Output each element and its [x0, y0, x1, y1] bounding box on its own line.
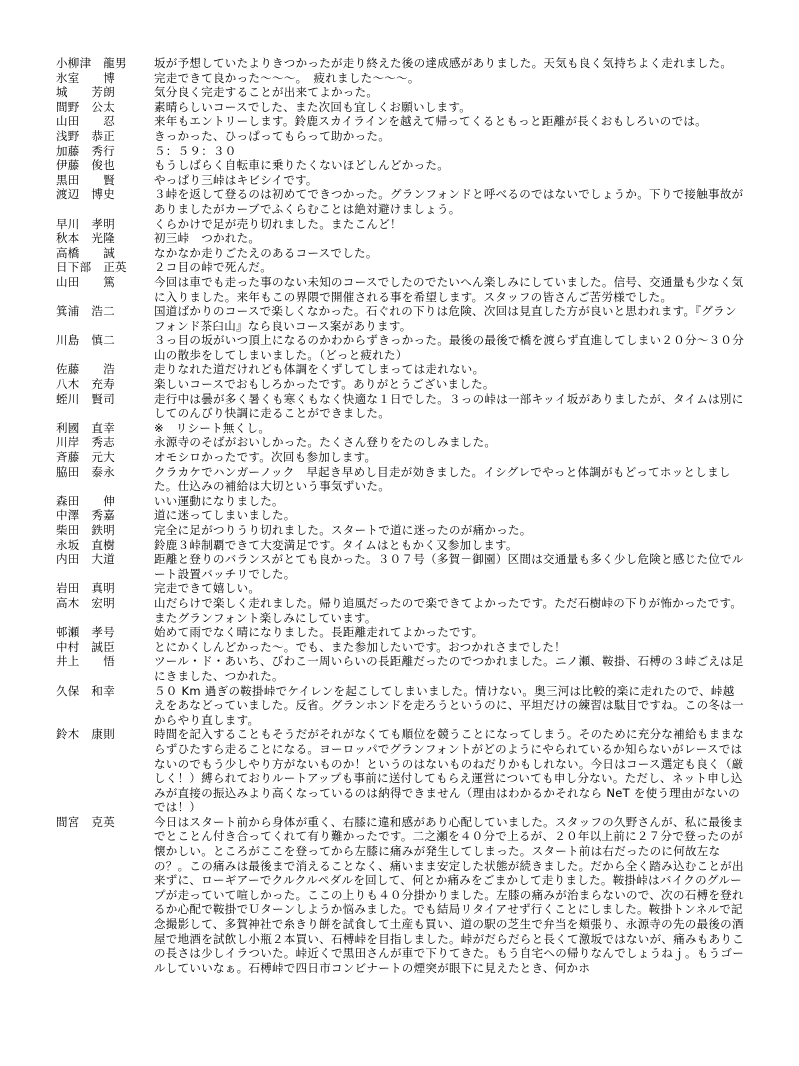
participant-comment: 気分良く完走することが出来てよかった。: [154, 85, 379, 100]
participant-name: 間宮 克英: [56, 814, 115, 829]
participant-comment: とにかくしんどかった～。でも、また参加したいです。おつかれさまでした！: [154, 639, 566, 654]
participant-comment: 今回は車でも走った事のない未知のコースでしたのでたいへん楽しみにしていました。信号、交通量も少なく気に入りました。来年もこの界隈で開催される事を希望します。スタッフの皆さんご苦労様でした。: [154, 274, 744, 304]
comment-entry: [56, 333, 746, 362]
comment-entry: [56, 625, 746, 640]
participant-name: 邨瀬 孝号: [56, 625, 115, 640]
comment-entry: [56, 494, 746, 509]
comment-entry: [56, 435, 746, 450]
comment-entry: [56, 508, 746, 523]
participant-comment: もうしばらく自転車に乗りたくないほどしんどかった。: [154, 158, 449, 173]
participant-name: 伊藤 俊也: [56, 158, 115, 173]
participant-name: 浅野 恭正: [56, 128, 115, 143]
participant-name: 氷室 博: [56, 70, 115, 85]
participant-comment: なかなか走りごたえのあるコースでした。: [154, 245, 378, 260]
comment-entry: [56, 71, 746, 86]
participant-name: 間野 公太: [56, 99, 115, 114]
participant-name: 森田 伸: [56, 493, 115, 508]
participant-comment: オモシロかったです。次回も参加します。: [154, 450, 377, 465]
comment-entry: [56, 246, 746, 261]
comment-entry: [56, 684, 746, 728]
participant-name: 秋本 光隆: [56, 231, 115, 246]
comment-entry: [56, 231, 746, 246]
participant-name: 井上 悟: [56, 654, 115, 669]
participant-comment: クラカケでハンガーノック 早起き早めし目走が効きました。イシグレでやっと体調がもどってホッとしました。仕込みの補給は大切という事気ずいた。: [154, 464, 731, 494]
participant-name: 川島 慎二: [56, 333, 115, 348]
comment-entry: [56, 56, 746, 71]
participant-comment: いい運動になりました。: [154, 493, 284, 508]
participant-comment: やっぱり三峠はキビシイです。: [154, 172, 318, 187]
participant-comment: 距離と登りのバランスがとても良かった。３０７号（多賀－御園）区間は交通量も多く少し危険と感じた位でルート設置バッチリでした。: [154, 552, 744, 581]
participant-comment: 走りなれた道だけれども体調をくずしてしまっては走れない。: [154, 362, 485, 377]
comment-entry: [56, 275, 746, 304]
participant-name: 高橋 誠: [56, 245, 115, 260]
participant-name: 中村 誠臣: [56, 639, 115, 654]
participant-comment: 来年もエントリーします。鈴鹿スカイラインを越えて帰ってくるともっと距離が長くおもしろいのでは。: [154, 114, 707, 129]
participant-comment: 走行中は曇が多く暑くも寒くもなく快適な１日でした。３っの峠は一部キッイ坂がありましたが、タイムは別にしてのんびり快調に走ることができました。: [154, 391, 744, 421]
comment-entry: [56, 304, 746, 333]
participant-comment: ３っ目の坂がいつ頂上になるのかわからずきっかった。最後の最後で橋を渡らず直進してしまい２０分～３０分山の散歩をしてしまいました。（どっと疲れた）: [154, 333, 744, 362]
comment-entry: [56, 217, 746, 232]
participant-name: 日下部 正英: [56, 260, 127, 275]
participant-name: 高木 宏明: [56, 595, 115, 610]
participant-comment: ※ リシート無くし。: [154, 420, 271, 435]
participant-comment: 完走できて良かった～～～。 疲れました～～～。: [154, 70, 420, 85]
participant-comment: ツール・ド・あいち、びわこ一周いらいの長距離だったのでつかれました。ニノ瀬、鞍掛、石榑の３峠ごえは足にきました、つかれた。: [154, 654, 744, 683]
participant-comment: 完全に足がつりうり切れました。スタートで道に迷ったのが痛かった。: [154, 523, 532, 537]
participant-name: 早川 孝明: [56, 216, 115, 231]
participant-name: 佐藤 浩: [56, 362, 115, 377]
comment-entry: [56, 260, 746, 275]
participant-name: 箕浦 浩二: [56, 304, 115, 319]
participant-comment: 山だらけで楽しく走れました。帰り追風だったので楽できてよかったです。ただ石樹峠の下りが怖かったです。またグランフォント楽しみにしています。: [154, 595, 743, 625]
comment-entry: [56, 538, 746, 553]
participant-comment: 鈴鹿３峠制覇できて大変満足です。タイムはともかく又参加します。: [154, 537, 518, 552]
comment-entry: [56, 581, 746, 596]
comment-entry: [56, 392, 746, 421]
participant-name: 加藤 秀行: [56, 143, 115, 158]
comment-entry: [56, 640, 746, 655]
participant-comment: 始めて雨でなく晴になりました。長距離走れてよかったです。: [154, 625, 484, 640]
comment-entry: [56, 187, 746, 216]
participant-comment: 素晴らしいコースでした、また次回も宜しくお願いします。: [154, 99, 472, 114]
comment-entry: [56, 377, 746, 392]
participant-name: 柴田 鉄明: [56, 523, 115, 537]
participant-name: 黒田 賢: [56, 172, 115, 187]
participant-name: 渡辺 博史: [56, 187, 115, 202]
participant-name: 永坂 直樹: [56, 537, 115, 552]
participant-name: 内田 大道: [56, 552, 115, 567]
participant-comment: 国道ばかりのコースで楽しくなかった。石ぐれの下りは危険、次回は見直した方が良いと思われます。『グランフォンド茶臼山』なら良いコース案があります。: [154, 304, 737, 333]
participant-name: 小柳津 龍男: [56, 56, 127, 70]
participant-name: 八木 充寿: [56, 377, 115, 392]
participant-name: 鈴木 康則: [56, 727, 115, 742]
comment-entry: [56, 144, 746, 159]
participant-comment: ２コ目の峠で死んだ。: [154, 260, 272, 275]
participant-comment: きっかった、ひっぱってもらって助かった。: [154, 128, 390, 143]
participant-name: 久保 和幸: [56, 683, 115, 698]
participant-comment: 楽しいコースでおもしろかったです。ありがとうございました。: [154, 377, 495, 392]
comment-list: [56, 56, 746, 975]
comment-entry: [56, 173, 746, 188]
participant-name: 脇田 泰永: [56, 464, 115, 479]
participant-name: 蛭川 賢司: [56, 391, 115, 406]
comment-entry: [56, 596, 746, 625]
comment-entry: [56, 552, 746, 581]
participant-name: 岩田 真明: [56, 581, 115, 596]
participant-name: 山田 忍: [56, 114, 115, 129]
participant-comment: 永源寺のそばがおいしかった。たくさん登りをたのしみました。: [154, 435, 497, 450]
comment-entry: [56, 421, 746, 436]
participant-comment: ５０ Km 過ぎの鞍掛峠でケイレンを起こしてしまいました。情けない。奥三河は比較的楽に走れたので、峠越えをあなどっていました。反省。グランホンドを走ろうというのに、平坦だけの練習は駄目ですね。この冬は一からやり直します。: [154, 683, 744, 727]
participant-name: 川岸 秀志: [56, 435, 115, 450]
participant-name: 山田 篤: [56, 274, 115, 289]
comment-entry: [56, 727, 746, 815]
comment-entry: [56, 129, 746, 144]
participant-comment: 道に迷ってしまいました。: [154, 508, 296, 523]
comment-entry: [56, 158, 746, 173]
comment-entry: [56, 85, 746, 100]
participant-name: 中澤 秀嘉: [56, 508, 115, 523]
comment-entry: [56, 450, 746, 465]
participant-name: 城 芳朗: [56, 85, 115, 100]
comment-entry: [56, 465, 746, 494]
comment-entry: [56, 815, 746, 976]
participant-comment: 初三峠 つかれた。: [154, 231, 261, 246]
comment-entry: [56, 114, 746, 129]
comment-entry: [56, 654, 746, 683]
comment-entry: [56, 362, 746, 377]
participant-comment: ３峠を返して登るのは初めてできつかった。グランフォンドと呼べるのではないでしょうか。下りで接触事故がありましたがカーブでふくらむことは絶対避けましょう。: [154, 187, 744, 216]
participant-comment: 坂が予想していたよりきつかったが走り終えた後の達成感がありました。天気も良く気持ちよく走れました。: [154, 56, 733, 70]
participant-comment: 今日はスタート前から身体が重く、右膝に違和感があり心配していました。スタッフの久野さんが、私に最後までとことん付き合ってくれて有り難かったです。二之瀬を４０分で上るが、２０年以上前に２７分で登ったのが懐かしい。ところがここを登ってから左膝に痛みが発生してしまった。スタート前は右だったのに何故左なの？。この痛みは最後まで消えることなく、痛いまま安定した状態が続きました。だから全く踏み込むことが出来ずに、ローギアーでクルクルペダルを回して、何とか痛みをごまかして走りました。鞍掛峠はバイクのグループが走っていて喧しかった。ここの上りも４０分掛かりました。左膝の痛みが治まらないので、次の石榑を登れるか心配で鞍掛でＵターンしようか悩みました。でも結局リタイアせず行くことにしました。鞍掛トンネルで記念撮影して、多賀神社で糸きり餅を試食して土産も買い、道の駅の芝生で弁当を頬張り、永源寺の先の最後の酒屋で地酒を試飲し小瓶２本買い、石榑峠を目指しました。峠がだらだらと長くて激坂ではないが、痛みもありこの長さは少しイラついた。峠近くで黒田さんが車で下りてきた。もう自宅への帰りなんでしょうねｊ。もうゴールしていいなぁ。石榑峠で四日市コンビナートの煙突が眼下に見えたとき、何かホ: [154, 814, 744, 975]
comment-entry: [56, 100, 746, 115]
participant-name: 斉藤 元大: [56, 450, 115, 465]
comment-entry: [56, 523, 746, 538]
participant-comment: 時間を記入することもそうだがそれがなくても順位を競うことになってしまう。そのために充分な補給もままならずひたすら走ることになる。ヨーロッパでグランフォントがどのようにやられているか知らないがレースではないのでもう少しやり方がないものか！というのはないものねだりかもしれない。今日はコース選定も良く（厳しく！）縛られておりルートアップも事前に送付してもらえ運営についても申し分ない。ただし、ネット申し込みが直接の振込みより高くなっているのは納得できません（理由はわかるかそれなら NeT を使う理由がないのでは！）: [154, 727, 744, 815]
participant-name: 利國 直幸: [56, 420, 115, 435]
participant-comment: 完走できて嬉しい。: [154, 581, 261, 596]
participant-comment: くらかけで足が売り切れました。またこんど！: [154, 216, 402, 231]
participant-comment: ５：５９：３０: [154, 143, 237, 158]
